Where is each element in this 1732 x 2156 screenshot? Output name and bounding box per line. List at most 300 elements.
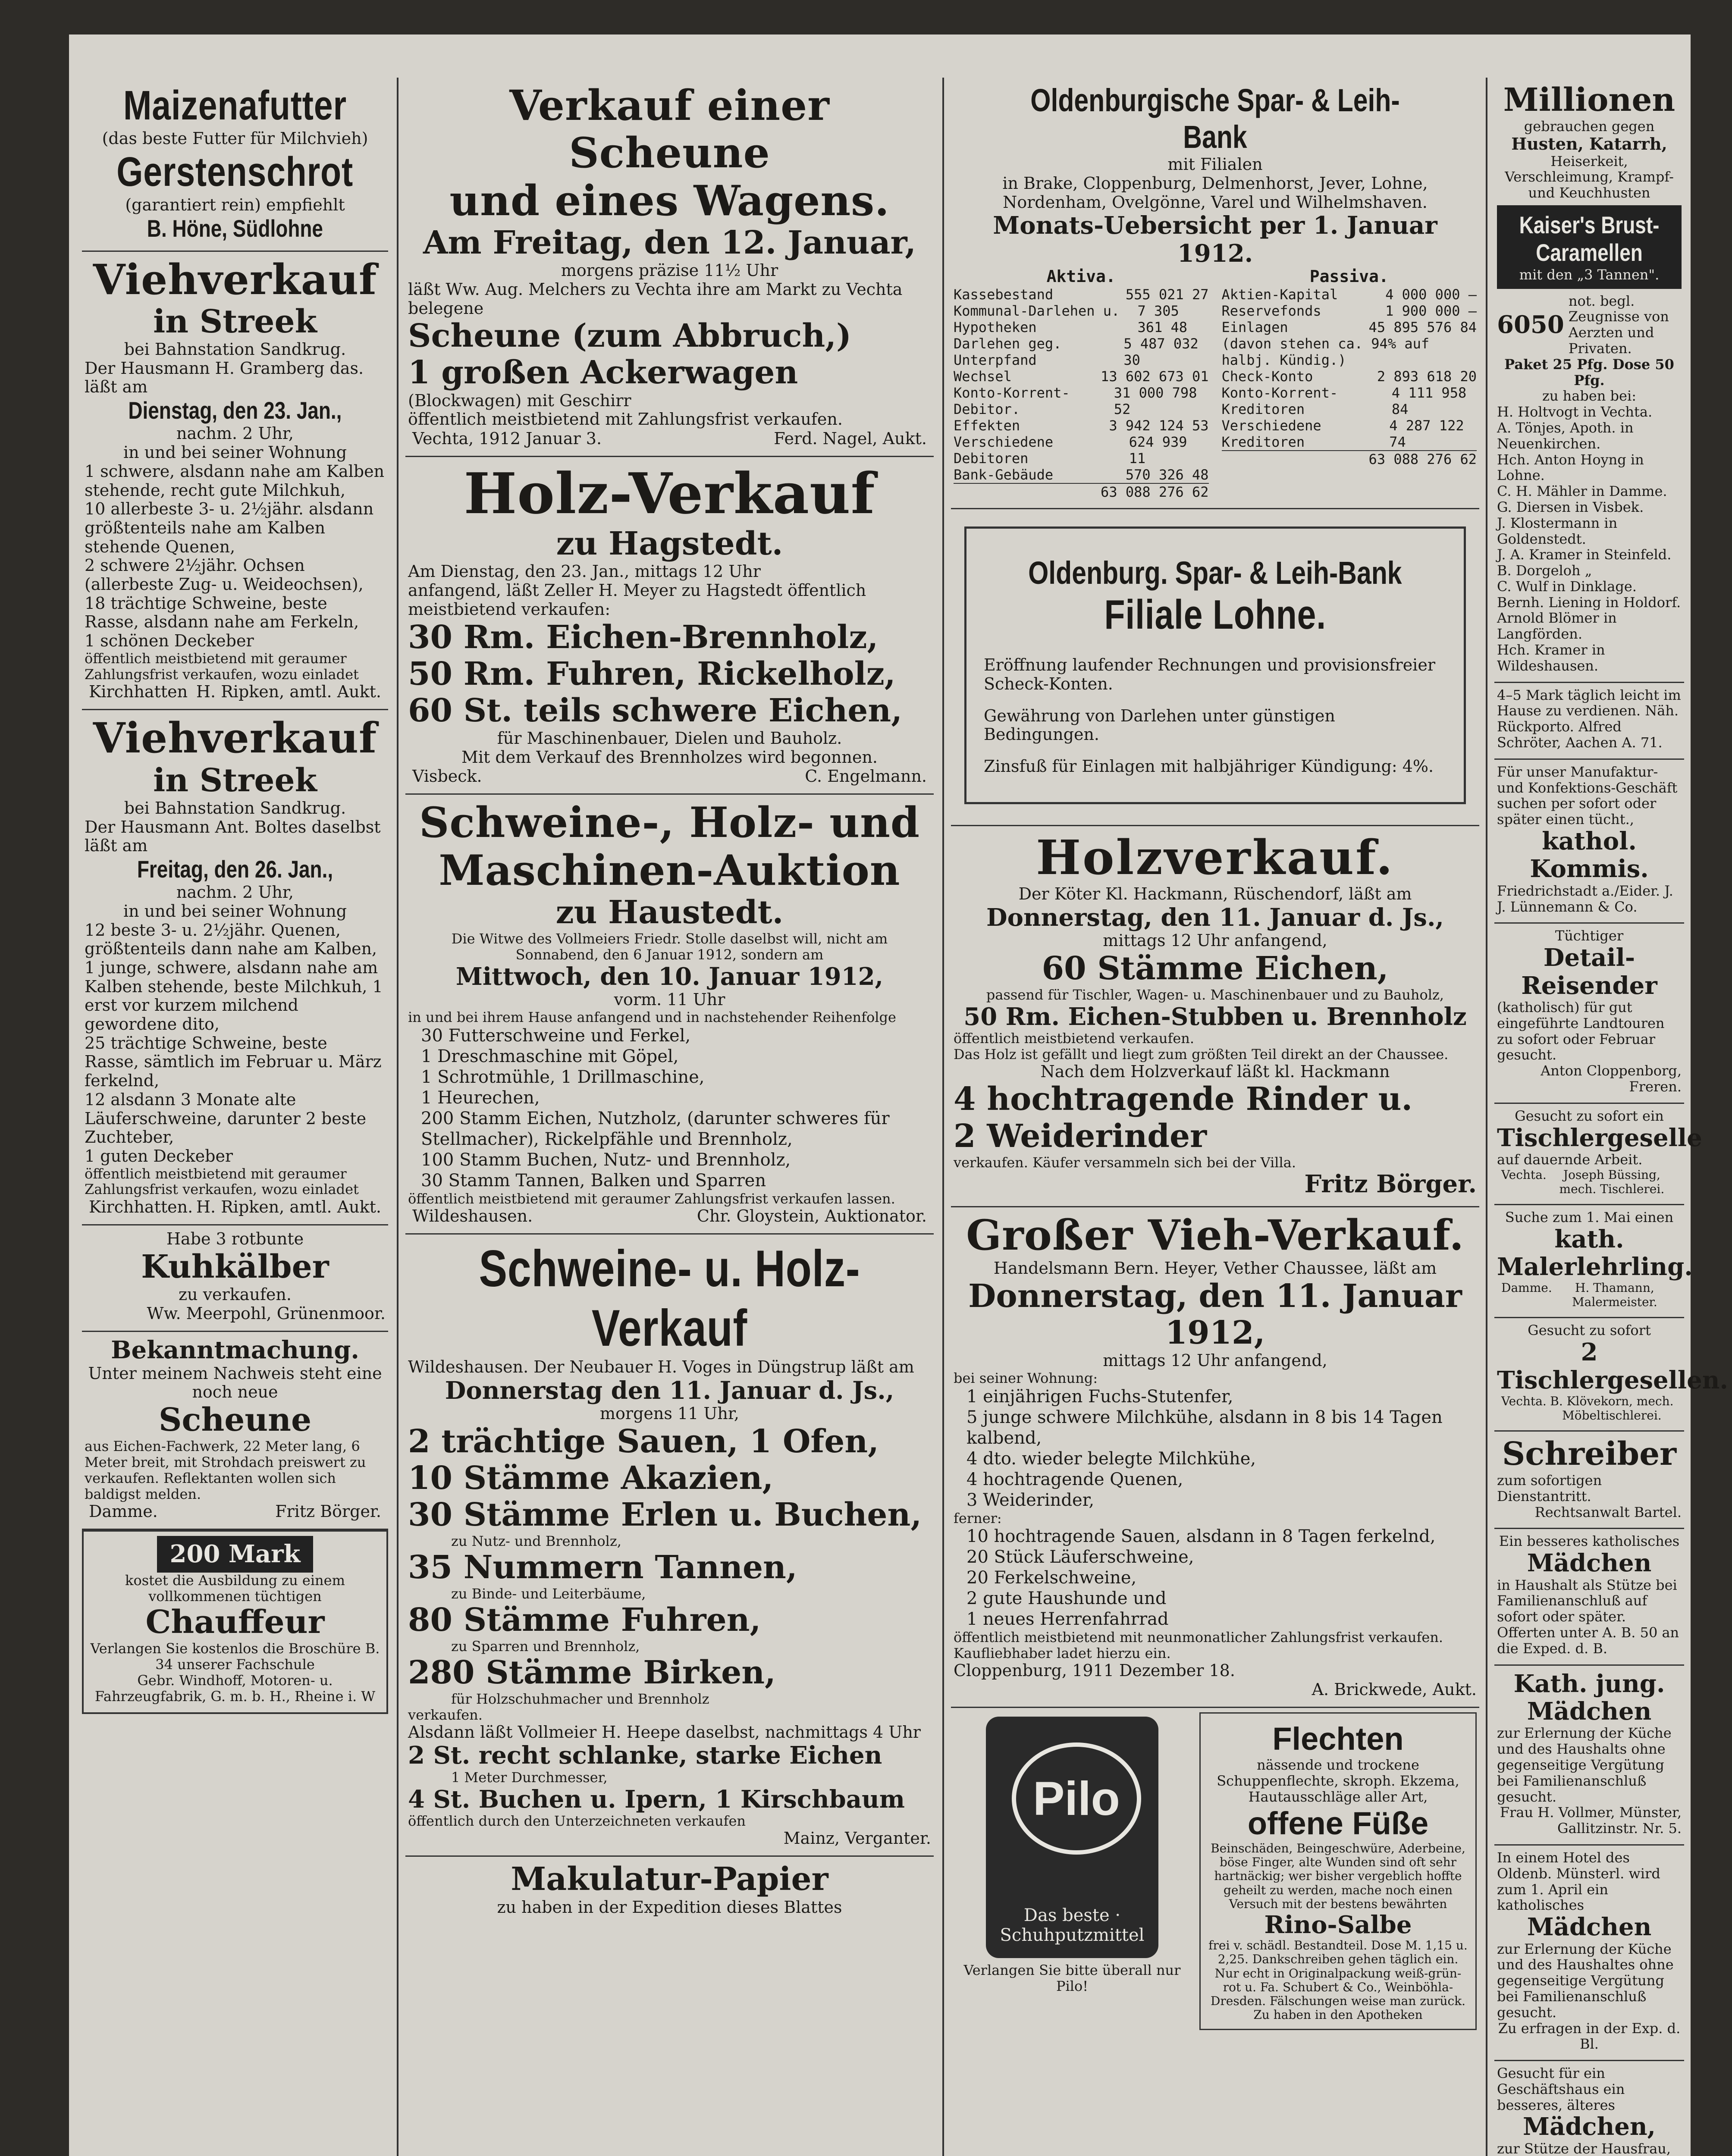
table-row — [954, 368, 1209, 385]
ad-title: Mädchen, — [1522, 2112, 1656, 2141]
row-value: 63 088 276 62 — [1101, 483, 1209, 500]
ad-intro: Der Hausmann Ant. Boltes daselbst läßt am — [85, 817, 381, 856]
row-label: Darlehen geg. Unterpfand — [954, 335, 1062, 368]
ad-terms: öffentlich meistbietend mit neunmonatlicher Zahlungsfrist verkaufen. Kaufliebhaber ladet hierzu ein. — [954, 1629, 1443, 1662]
ad-intro: Handelsmann Bern. Heyer, Vether Chaussee, läßt am — [993, 1259, 1437, 1278]
dealer-item: J. A. Kramer in Steinfeld. — [1497, 546, 1672, 563]
ad-title-3: zu Haustedt. — [555, 893, 784, 931]
column-rule — [1486, 78, 1487, 2156]
ad-title: Mädchen — [1527, 1549, 1652, 1578]
ad-sig-left: Damme. — [89, 1502, 158, 1521]
ad-intro: Gesucht für ein Geschäftshaus ein besseres, älteres — [1497, 2065, 1625, 2113]
ad-item: 4 dto. wieder belegte Milchkühe, — [966, 1448, 1256, 1469]
dealer-item: Arnold Blömer in Langförden. — [1497, 610, 1617, 642]
row-label: Wechsel — [954, 368, 1012, 385]
ad-body: Beinschäden, Beingeschwüre, Aderbeine, böse Finger, alte Wunden sind oft sehr hartnäckig; wer bisher vergeblich hoffte geheilt zu werden, mache noch einen Versuch mit der bestens bewährten — [1211, 1841, 1465, 1911]
ad-bekanntmachung — [82, 1332, 388, 1530]
ad-kommis — [1494, 760, 1684, 924]
ad-pilo — [954, 1712, 1191, 2030]
ad-firm: Gebr. Windhoff, Motoren- u. Fahrzeugfabrik, G. m. b. H., Rheine i. W — [94, 1672, 376, 1705]
row-value: 5 487 032 30 — [1123, 335, 1199, 368]
ad-intro: läßt Ww. Aug. Melchers zu Vechta ihre am Markt zu Vechta belegene — [408, 279, 903, 318]
ad-date: Am Freitag, den 12. Januar, — [423, 224, 916, 262]
row-value: 3 942 124 53 — [1109, 417, 1209, 434]
row-value: 4 287 122 74 — [1389, 417, 1464, 450]
ad-pilo-flechten — [951, 1708, 1479, 2038]
ad-subtitle: zu verkaufen. — [179, 1285, 292, 1304]
ad-tischlergesellen — [1494, 1318, 1729, 1432]
ad-date: Dienstag, den 23. Jan., — [128, 397, 342, 424]
ad-note: zu Binde- und Leiterbäume, — [451, 1586, 646, 1602]
ad-item: 20 Stück Läuferschweine, — [966, 1547, 1194, 1567]
ad-body: zur Stütze der Hausfrau, — [1497, 2140, 1671, 2156]
ad-date: Donnerstag, den 11. Januar 1912, — [968, 1277, 1462, 1352]
ad-seller: B. Höne, Südlohne — [147, 215, 323, 242]
pilo-tag-right: Schuhputzmittel — [1000, 1925, 1145, 1946]
ad-item: 1 schönen Deckeber — [85, 631, 254, 651]
ad-holzverkauf — [951, 826, 1479, 1207]
ad-sig-left: Vechta. — [1501, 1394, 1547, 1408]
row-label: Kommunal-Darlehen u. Hypotheken — [954, 302, 1120, 335]
ad-flechten — [1199, 1712, 1477, 2030]
ad-schreiber — [1494, 1432, 1684, 1529]
ad-station: bei Bahnstation Sandkrug. — [124, 340, 346, 359]
ad-signature: Frau H. Vollmer, Münster, Gallitzinstr. Nr. 5. — [1500, 1804, 1682, 1837]
row-value: 45 895 576 84 — [1368, 319, 1477, 335]
ad-intro: Für unser Manufaktur- und Konfektions-Geschäft suchen per sofort oder später einen tücht., — [1497, 763, 1678, 828]
ad-body: in Haushalt als Stütze bei Familienanschluß auf sofort oder später. Offerten unter A. B. 50 an die Exped. d. B. — [1497, 1576, 1679, 1657]
ad-date: Donnerstag, den 11. Januar d. Js., — [986, 903, 1444, 932]
ad-sig-left: Visbeck. — [412, 767, 482, 786]
ad-title: Millionen — [1503, 81, 1676, 119]
ad-intro-2: Nach dem Holzverkauf läßt kl. Hackmann — [1040, 1062, 1390, 1081]
ad-item: 4 St. Buchen u. Ipern, 1 Kirschbaum — [408, 1785, 905, 1814]
ad-intro: Gesucht zu sofort ein — [1515, 1107, 1664, 1124]
ad-item: 1 junge, schwere, alsdann nahe am Kalben stehende, beste Milchkuh, 1 erst vor kurzem milchend gewordene dito, — [85, 958, 383, 1034]
ad-title-2: Scheune — [158, 1401, 312, 1439]
ad-body: (katholisch) für gut eingeführte Landtouren zu sofort oder Februar gesucht. — [1497, 999, 1665, 1063]
ad-schweine-holz-verkauf — [405, 1235, 934, 1857]
ad-sig-left: Vechta, 1912 Januar 3. — [412, 429, 602, 448]
row-value: 2 893 618 20 — [1377, 368, 1477, 385]
ad-title-2: in Streek — [153, 303, 317, 340]
table-row — [1222, 335, 1477, 368]
row-value: 7 305 361 48 — [1137, 302, 1188, 335]
row-value: 624 939 11 — [1129, 433, 1187, 467]
ad-body: zur Erlernung der Küche und des Haushalts ohne gegenseitige Vergütung bei Familienanschluß gesucht. — [1497, 1725, 1672, 1805]
ad-item: 50 Rm. Eichen-Stubben u. Brennholz — [963, 1002, 1467, 1031]
column-2 — [405, 78, 934, 2156]
ad-note-2: Mit dem Verkauf des Brennholzes wird begonnen. — [461, 747, 878, 767]
ad-time: vorm. 11 Uhr — [614, 990, 725, 1009]
ad-item: 4 hochtragende Rinder u. — [954, 1081, 1413, 1118]
ad-kuhkaelber — [82, 1225, 388, 1332]
ad-place: in und bei seiner Wohnung — [123, 901, 347, 921]
ad-subtitle: kostet die Ausbildung zu einem vollkommenen tüchtigen — [125, 1572, 345, 1604]
ad-station: bei Bahnstation Sandkrug. — [124, 798, 346, 818]
ad-maedchen-2 — [1494, 1666, 1684, 1846]
ad-intro: Der Hausmann H. Gramberg das. läßt am — [85, 358, 364, 397]
ad-intro: Die Witwe des Vollmeiers Friedr. Stolle daselbst will, nicht am Sonnabend, den 6 Januar 1912, sondern am — [451, 931, 888, 963]
bordered-box — [964, 526, 1466, 804]
ad-tischlergeselle — [1494, 1104, 1702, 1205]
ad-sig-right: B. Klövekorn, mech. Möbeltischlerei. — [1550, 1394, 1674, 1423]
table-row — [1222, 385, 1477, 417]
ad-date: Freitag, den 26. Jan., — [137, 855, 333, 883]
table-row — [954, 467, 1209, 483]
table-row — [954, 303, 1209, 335]
ad-title-2: in Streek — [153, 761, 317, 799]
dealer-item: H. Holtvogt in Vechta. — [1497, 404, 1653, 420]
ad-note: für Holzschuhmacher und Brennholz — [451, 1691, 709, 1708]
table-row — [954, 434, 1209, 467]
row-label: Verschiedene Debitoren — [954, 433, 1054, 467]
ad-title-2: Gerstenschrot — [116, 149, 354, 195]
ad-title: Kuhkälber — [141, 1248, 329, 1285]
ad-subtitle-2: Husten, Katarrh, — [1511, 134, 1667, 154]
ad-subtitle: mit Filialen — [1167, 155, 1263, 174]
ad-paragraph: Zinsfuß für Einlagen mit halbjähriger Kündigung: 4%. — [984, 756, 1434, 776]
aktiva-header: Aktiva. — [1046, 267, 1116, 286]
ad-title-2: Chauffeur — [145, 1604, 325, 1641]
ad-intro: Gesucht zu sofort — [1528, 1322, 1651, 1339]
ad-sig-right: H. Thamann, Malermeister. — [1572, 1281, 1657, 1310]
dealer-item: B. Dorgeloh „ — [1497, 562, 1592, 579]
ad-title: Detail-Reisender — [1521, 943, 1657, 1000]
ad-sig-left: Wildeshausen. — [412, 1206, 533, 1226]
table-row — [1222, 368, 1477, 385]
ad-title: Viehverkauf — [93, 255, 377, 304]
dealer-item: C. Wulf in Dinklage. — [1497, 578, 1637, 595]
row-value: 13 602 673 01 — [1101, 368, 1209, 385]
ad-title — [86, 1536, 384, 1572]
ad-item: 1 neues Herrenfahrrad — [966, 1609, 1169, 1630]
dealer-item: C. H. Mähler in Damme. — [1497, 483, 1667, 500]
ad-sig-right: C. Engelmann. — [805, 767, 927, 786]
ad-item: 5 junge schwere Milchkühe, alsdann in 8 bis 14 Tagen kalbend, — [966, 1407, 1443, 1448]
ad-paragraph: Eröffnung laufender Rechnungen und provisionsfreier Scheck-Konten. — [984, 655, 1435, 693]
ad-intro: Unter meinem Nachweis steht eine noch neue — [88, 1363, 382, 1402]
ad-time: mittags 12 Uhr anfangend, — [1103, 931, 1327, 950]
ad-brand: Rino-Salbe — [1264, 1910, 1412, 1939]
row-value: 31 000 798 52 — [1114, 384, 1197, 417]
row-value: 570 326 48 — [1125, 466, 1209, 483]
table-row — [1222, 319, 1477, 335]
ad-title: Oldenburg. Spar- & Leih-Bank — [1028, 555, 1402, 591]
ad-title-badge: 200 Mark — [157, 1536, 314, 1572]
ad-title: 2 Tischlergesellen. — [1497, 1338, 1729, 1395]
ad-report-title: Monats-Uebersicht per 1. Januar 1912. — [993, 211, 1437, 268]
ad-title: kath. Malerlehrling. — [1497, 1225, 1693, 1281]
ad-sig-right: H. Ripken, amtl. Aukt. — [196, 1197, 381, 1217]
ad-subtitle: (das beste Futter für Milchvieh) — [102, 129, 368, 148]
row-label: Konto-Korrent-Kreditoren — [1221, 384, 1338, 417]
ad-item: 12 alsdann 3 Monate alte Läuferschweine, darunter 2 beste Zuchteber, — [85, 1090, 367, 1147]
ad-intro: Suche zum 1. Mai einen — [1505, 1209, 1674, 1225]
ad-note: passend für Tischler, Wagen- u. Maschinenbauer und zu Bauholz, — [986, 987, 1444, 1003]
ad-intro: Der Köter Kl. Hackmann, Rüschendorf, läßt am — [1018, 884, 1412, 904]
row-value: 4 111 958 84 — [1391, 384, 1467, 417]
ad-item: 2 gute Haushunde und — [966, 1589, 1167, 1609]
row-label: Reservefonds — [1221, 302, 1321, 319]
ad-sold: verkaufen. — [408, 1706, 483, 1723]
ad-holz-verkauf — [405, 457, 934, 795]
row-label: Einlagen — [1221, 319, 1288, 335]
ad-intro: Tüchtiger — [1555, 928, 1624, 944]
ad-title: Oldenburgische Spar- & Leih-Bank — [1030, 82, 1400, 155]
ad-scheune-wagen — [405, 78, 934, 457]
ad-item: 50 Rm. Fuhren, Rickelholz, — [408, 655, 896, 693]
ad-item: 4 hochtragende Quenen, — [966, 1469, 1183, 1489]
ad-sig-right: Fritz Börger. — [275, 1502, 381, 1521]
ad-place: in und bei seiner Wohnung — [123, 443, 347, 462]
ad-item: 3 Weiderinder, — [966, 1490, 1095, 1510]
ad-brand: Kaiser's Brust-Caramellen — [1519, 211, 1660, 266]
dealer-item: Bernh. Liening in Holdorf. — [1497, 594, 1681, 611]
ad-sig-right: Joseph Büssing, mech. Tischlerei. — [1559, 1167, 1665, 1196]
ad-title: Holz-Verkauf — [464, 460, 875, 526]
ad-item: 2 schwere 2½jähr. Ochsen (allerbeste Zug- u. Weideochsen), — [85, 556, 364, 594]
ad-body: zur Erlernung der Küche und des Haushaltes ohne gegenseitige Vergütung bei Familienanschluß gesucht. — [1497, 1940, 1674, 2021]
ad-item: 100 Stamm Buchen, Nutz- und Brennholz, — [421, 1150, 791, 1170]
ad-item: 30 Futterschweine und Ferkel, — [421, 1025, 691, 1046]
ad-paragraph: Gewährung von Darlehen unter günstigen Bedingungen. — [984, 706, 1335, 744]
ad-item: 60 Stämme Eichen, — [1042, 950, 1389, 987]
table-total-row — [954, 483, 1209, 500]
ad-title-2: offene Füße — [1247, 1805, 1429, 1841]
ad-maschinen-auktion — [405, 795, 934, 1235]
ad-body: 4–5 Mark täglich leicht im Hause zu verdienen. Näh. Rückporto. Alfred Schröter, Aachen A. 71. — [1497, 686, 1681, 751]
ad-maizenafutter — [82, 78, 388, 252]
row-label: Kassebestand — [954, 286, 1054, 303]
ad-intro-2: in und bei ihrem Hause anfangend und in nachstehender Reihenfolge — [408, 1009, 896, 1025]
ad-item: 10 hochtragende Sauen, alsdann in 8 Tagen ferkelnd, — [966, 1526, 1436, 1547]
ad-availability: zu haben bei: — [1542, 388, 1636, 404]
pilo-brand: Pilo — [1012, 1742, 1141, 1855]
ad-ferner: ferner: — [954, 1510, 1002, 1526]
ad-sig-left: Kirchhatten — [89, 682, 188, 702]
ad-time: morgens 11 Uhr, — [600, 1404, 739, 1423]
dealer-item: Hch. Anton Hoyng in Lohne. — [1497, 451, 1644, 484]
ad-item: 30 Rm. Eichen-Brennholz, — [408, 618, 879, 656]
ad-title: Viehverkauf — [93, 714, 377, 763]
ad-maedchen-1 — [1494, 1529, 1684, 1665]
ad-note: verkaufen. Käufer versammeln sich bei der Villa. — [954, 1154, 1296, 1171]
ad-title: Schweine- u. Holz-Verkauf — [479, 1240, 860, 1357]
ad-price: Paket 25 Pfg. Dose 50 Pfg. — [1504, 356, 1674, 389]
ad-time: morgens präzise 11½ Uhr — [561, 261, 778, 280]
row-label: Verschiedene Kreditoren — [1221, 417, 1321, 450]
ad-item: 1 guten Deckeber — [85, 1146, 233, 1166]
ad-intro: Ein besseres katholisches — [1499, 1533, 1680, 1550]
column-4 — [1494, 78, 1729, 2156]
table-row — [1222, 417, 1477, 450]
ad-title-2: zu Hagstedt. — [556, 525, 783, 563]
ad-footer: Zu haben in den Apotheken — [1253, 2008, 1423, 2022]
ad-item: 35 Nummern Tannen, — [408, 1549, 797, 1586]
ad-signature: Friedrichstadt a./Eider. J. J. Lünnemann & Co. — [1497, 882, 1673, 915]
ad-sig-right: Ferd. Nagel, Aukt. — [774, 429, 927, 448]
ad-item: 80 Stämme Fuhren, — [408, 1601, 761, 1639]
pilo-tagline: Das beste · Schuhputzmittel — [1000, 1905, 1145, 1946]
ad-item: 20 Ferkelschweine, — [966, 1568, 1137, 1588]
ad-signature: A. Brickwede, Aukt. — [1312, 1680, 1477, 1699]
dealer-item: A. Tönjes, Apoth. in Neuenkirchen. — [1497, 419, 1634, 452]
ad-sig-left: Vechta. — [1501, 1167, 1547, 1182]
ad-item: 2 trächtige Sauen, 1 Ofen, — [408, 1423, 879, 1460]
ad-item: 30 Stämme Erlen u. Buchen, — [408, 1496, 922, 1534]
table-row — [954, 417, 1209, 434]
row-value: 1 900 000 — — [1385, 302, 1477, 319]
ad-body: zum sofortigen Dienstantritt. — [1497, 1472, 1602, 1504]
ad-terms: öffentlich meistbietend mit Zahlungsfrist verkaufen. — [408, 410, 843, 429]
ad-item: 1 Schrotmühle, 1 Drillmaschine, — [421, 1067, 705, 1087]
ad-subtitle-2: (garantiert rein) empfiehlt — [125, 195, 345, 215]
ad-malerlehrling — [1494, 1205, 1693, 1319]
ad-time: nachm. 2 Uhr, — [176, 883, 294, 902]
ad-item: 10 allerbeste 3- u. 2½jähr. alsdann größtenteils nahe am Kalben stehende Quenen, — [85, 499, 374, 556]
row-value: 555 021 27 — [1125, 286, 1209, 303]
ad-millionen — [1494, 78, 1684, 683]
ad-item: 18 trächtige Schweine, beste Rasse, alsdann nahe am Ferkeln, — [85, 593, 359, 632]
ad-intro: Habe 3 rotbunte — [166, 1229, 304, 1249]
ad-item: 1 großen Ackerwagen — [408, 354, 798, 392]
ad-item: 25 trächtige Schweine, beste Rasse, sämtlich im Februar u. März ferkelnd, — [85, 1033, 382, 1091]
row-value: 63 088 276 62 — [1368, 451, 1477, 467]
row-value: 4 000 000 — — [1385, 286, 1477, 303]
ad-note: für Maschinenbauer, Dielen und Bauholz. — [497, 728, 842, 748]
ad-item: 200 Stamm Eichen, Nutzholz, (darunter schweres für Stellmacher), Rickelpfähle und Brennholz, — [421, 1108, 890, 1149]
ad-time: nachm. 2 Uhr, — [176, 424, 294, 443]
ad-time: mittags 12 Uhr anfangend, — [1103, 1351, 1327, 1370]
table-row — [1222, 303, 1477, 319]
column-rule — [397, 78, 398, 2156]
ad-title: Verkauf einer Scheune — [509, 81, 830, 178]
row-label: (davon stehen ca. 94% auf halbj. Kündig.) — [1221, 335, 1430, 368]
ad-title: Makulatur-Papier — [511, 1861, 828, 1898]
ad-signature: Anton Cloppenborg, Freren. — [1541, 1062, 1682, 1095]
ad-date: Donnerstag den 11. Januar d. Js., — [445, 1376, 894, 1405]
ad-makulatur — [405, 1857, 934, 1924]
ad-mark-taeglich — [1494, 683, 1684, 760]
passiva-header: Passiva. — [1309, 267, 1389, 286]
row-label: Bank-Gebäude — [954, 466, 1054, 483]
kaiser-logo — [1497, 205, 1682, 289]
ad-signature: Fritz Börger. — [1304, 1170, 1477, 1199]
ad-item: Scheune (zum Abbruch,) — [408, 317, 852, 355]
ad-title: Maizenafutter — [123, 82, 347, 128]
ad-intro: anfangend, läßt Zeller H. Meyer zu Hagstedt öffentlich meistbietend verkaufen: — [408, 581, 866, 619]
ad-title-2: und eines Wagens. — [449, 176, 890, 225]
table-row — [954, 385, 1209, 417]
ad-title-2: Maschinen-Auktion — [439, 846, 901, 895]
ad-sig-right: Chr. Gloystein, Auktionator. — [697, 1206, 927, 1226]
ad-subtitle-3: Heiserkeit, Verschleimung, Krampf- und Keuchhusten — [1505, 153, 1674, 201]
ad-date: Am Dienstag, den 23. Jan., mittags 12 Uhr — [408, 562, 761, 581]
ad-title: Flechten — [1272, 1721, 1404, 1757]
ad-bank-report — [951, 78, 1479, 509]
ad-footer: Verlangen Sie bitte überall nur Pilo! — [963, 1962, 1181, 1995]
ad-reisender — [1494, 924, 1684, 1103]
ad-date-2: Cloppenburg, 1911 Dezember 18. — [954, 1661, 1235, 1680]
pilo-logo — [986, 1717, 1158, 1958]
row-label: Check-Konto — [1221, 368, 1313, 385]
ad-small-print: frei v. schädl. Bestandteil. Dose M. 1,15 u. 2,25. Dankschreiben gehen täglich ein. Nur echt in Originalpackung weiß-grün-rot u. Fa. Schubert & Co., Weinböhla-Dresden. Fälschungen weise man zurück. — [1208, 1938, 1468, 2009]
ad-title: Schweine-, Holz- und — [419, 798, 920, 847]
row-label: Aktien-Kapital — [1221, 286, 1338, 303]
ad-note: Das Holz ist gefällt und liegt zum größten Teil direkt an der Chaussee. — [954, 1046, 1449, 1062]
ad-item: 12 beste 3- u. 2½jähr. Quenen, größtenteils dann nahe am Kalben, — [85, 920, 377, 959]
ad-subtitle: gebrauchen gegen — [1524, 118, 1655, 135]
ad-brand-2: mit den „3 Tannen". — [1519, 266, 1660, 283]
ad-note: zu Sparren und Brennholz, — [451, 1638, 640, 1655]
ad-note: öffentlich meistbietend verkaufen. — [954, 1030, 1195, 1047]
ad-subtitle: zu haben in der Expedition dieses Blattes — [497, 1897, 842, 1917]
ad-terms: öffentlich meistbietend mit geraumer Zahlungsfrist verkaufen, wozu einladet — [85, 1165, 359, 1198]
ad-count-note: not. begl. Zeugnisse von Aerzten und Privaten. — [1568, 292, 1669, 357]
ad-item: 1 Heurechen, — [421, 1087, 540, 1108]
ad-title-2: Filiale Lohne. — [1104, 591, 1326, 638]
ad-terms: öffentlich meistbietend mit geraumer Zahlungsfrist verkaufen lassen. — [408, 1190, 895, 1207]
ad-title: Holzverkauf. — [1036, 829, 1394, 885]
ad-signature: Zu erfragen in der Exp. d. Bl. — [1498, 2020, 1681, 2053]
aktiva-column — [954, 267, 1209, 500]
ad-item: 1 Dreschmaschine mit Göpel, — [421, 1046, 679, 1066]
ad-item: 2 St. recht schlanke, starke Eichen — [408, 1741, 882, 1770]
ad-terms: öffentlich durch den Unterzeichneten verkaufen — [408, 1812, 746, 1829]
passiva-column — [1222, 267, 1477, 500]
ad-sig-right: H. Ripken, amtl. Aukt. — [196, 682, 381, 702]
ad-title: Schreiber — [1502, 1435, 1677, 1473]
dealer-item: Hch. Kramer in Wildeshausen. — [1497, 642, 1605, 674]
ad-body: aus Eichen-Fachwerk, 22 Meter lang, 6 Meter breit, mit Strohdach preiswert zu verkaufen. Reflektanten wollen sich baldigst melden. — [85, 1438, 366, 1502]
ad-sig-left: Damme. — [1501, 1281, 1552, 1295]
column-rule — [942, 78, 944, 2156]
ad-sig-left: Kirchhatten. — [89, 1197, 193, 1217]
ad-item: 60 St. teils schwere Eichen, — [408, 692, 902, 729]
ad-viehverkauf-1 — [82, 252, 388, 711]
ad-body: Verlangen Sie kostenlos die Broschüre B. 34 unserer Fachschule — [90, 1640, 380, 1673]
ad-note: 1 Meter Durchmesser, — [451, 1769, 608, 1786]
ad-title: Großer Vieh-Verkauf. — [966, 1210, 1464, 1260]
ad-intro-2: Alsdann läßt Vollmeier H. Heepe daselbst, nachmittags 4 Uhr — [408, 1722, 921, 1742]
ad-count: 6050 — [1497, 310, 1564, 339]
ad-title: kathol. Kommis. — [1530, 827, 1649, 884]
ad-vieh-verkauf — [951, 1207, 1479, 1708]
ad-body: auf dauernde Arbeit. — [1497, 1151, 1643, 1168]
ad-signature: Mainz, Verganter. — [783, 1828, 931, 1848]
ad-filiale-lohne — [951, 509, 1479, 826]
ad-subtitle: nässende und trockene Schuppenflechte, skroph. Ekzema, Hautausschläge aller Art, — [1217, 1757, 1459, 1805]
table-row — [1222, 286, 1477, 303]
dealer-item: J. Klostermann in Goldenstedt. — [1497, 514, 1618, 547]
ad-item: 1 schwere, alsdann nahe am Kalben stehende, recht gute Milchkuh, — [85, 461, 385, 500]
ad-intro: In einem Hotel des Oldenb. Münsterl. wird zum 1. April ein katholisches — [1497, 1849, 1660, 1914]
ad-maedchen-4 — [1494, 2061, 1684, 2156]
table-row — [954, 335, 1209, 368]
ad-item: (Blockwagen) mit Geschirr — [408, 391, 631, 410]
ad-title: Bekanntmachung. — [111, 1336, 359, 1365]
ad-place: bei seiner Wohnung: — [954, 1369, 1098, 1386]
row-label: Effekten — [954, 417, 1020, 434]
ad-date: Mittwoch, den 10. Januar 1912, — [455, 962, 884, 991]
ad-chauffeur — [82, 1530, 388, 1714]
table-total-row — [1222, 450, 1477, 467]
ad-title: Tischlergeselle — [1497, 1123, 1702, 1152]
ad-item: 30 Stamm Tannen, Balken und Sparren — [421, 1170, 766, 1191]
ad-item: 10 Stämme Akazien, — [408, 1460, 774, 1497]
ad-cities: in Brake, Cloppenburg, Delmenhorst, Jever, Lohne, Nordenham, Ovelgönne, Varel und Wilhelmshaven. — [1002, 173, 1428, 212]
